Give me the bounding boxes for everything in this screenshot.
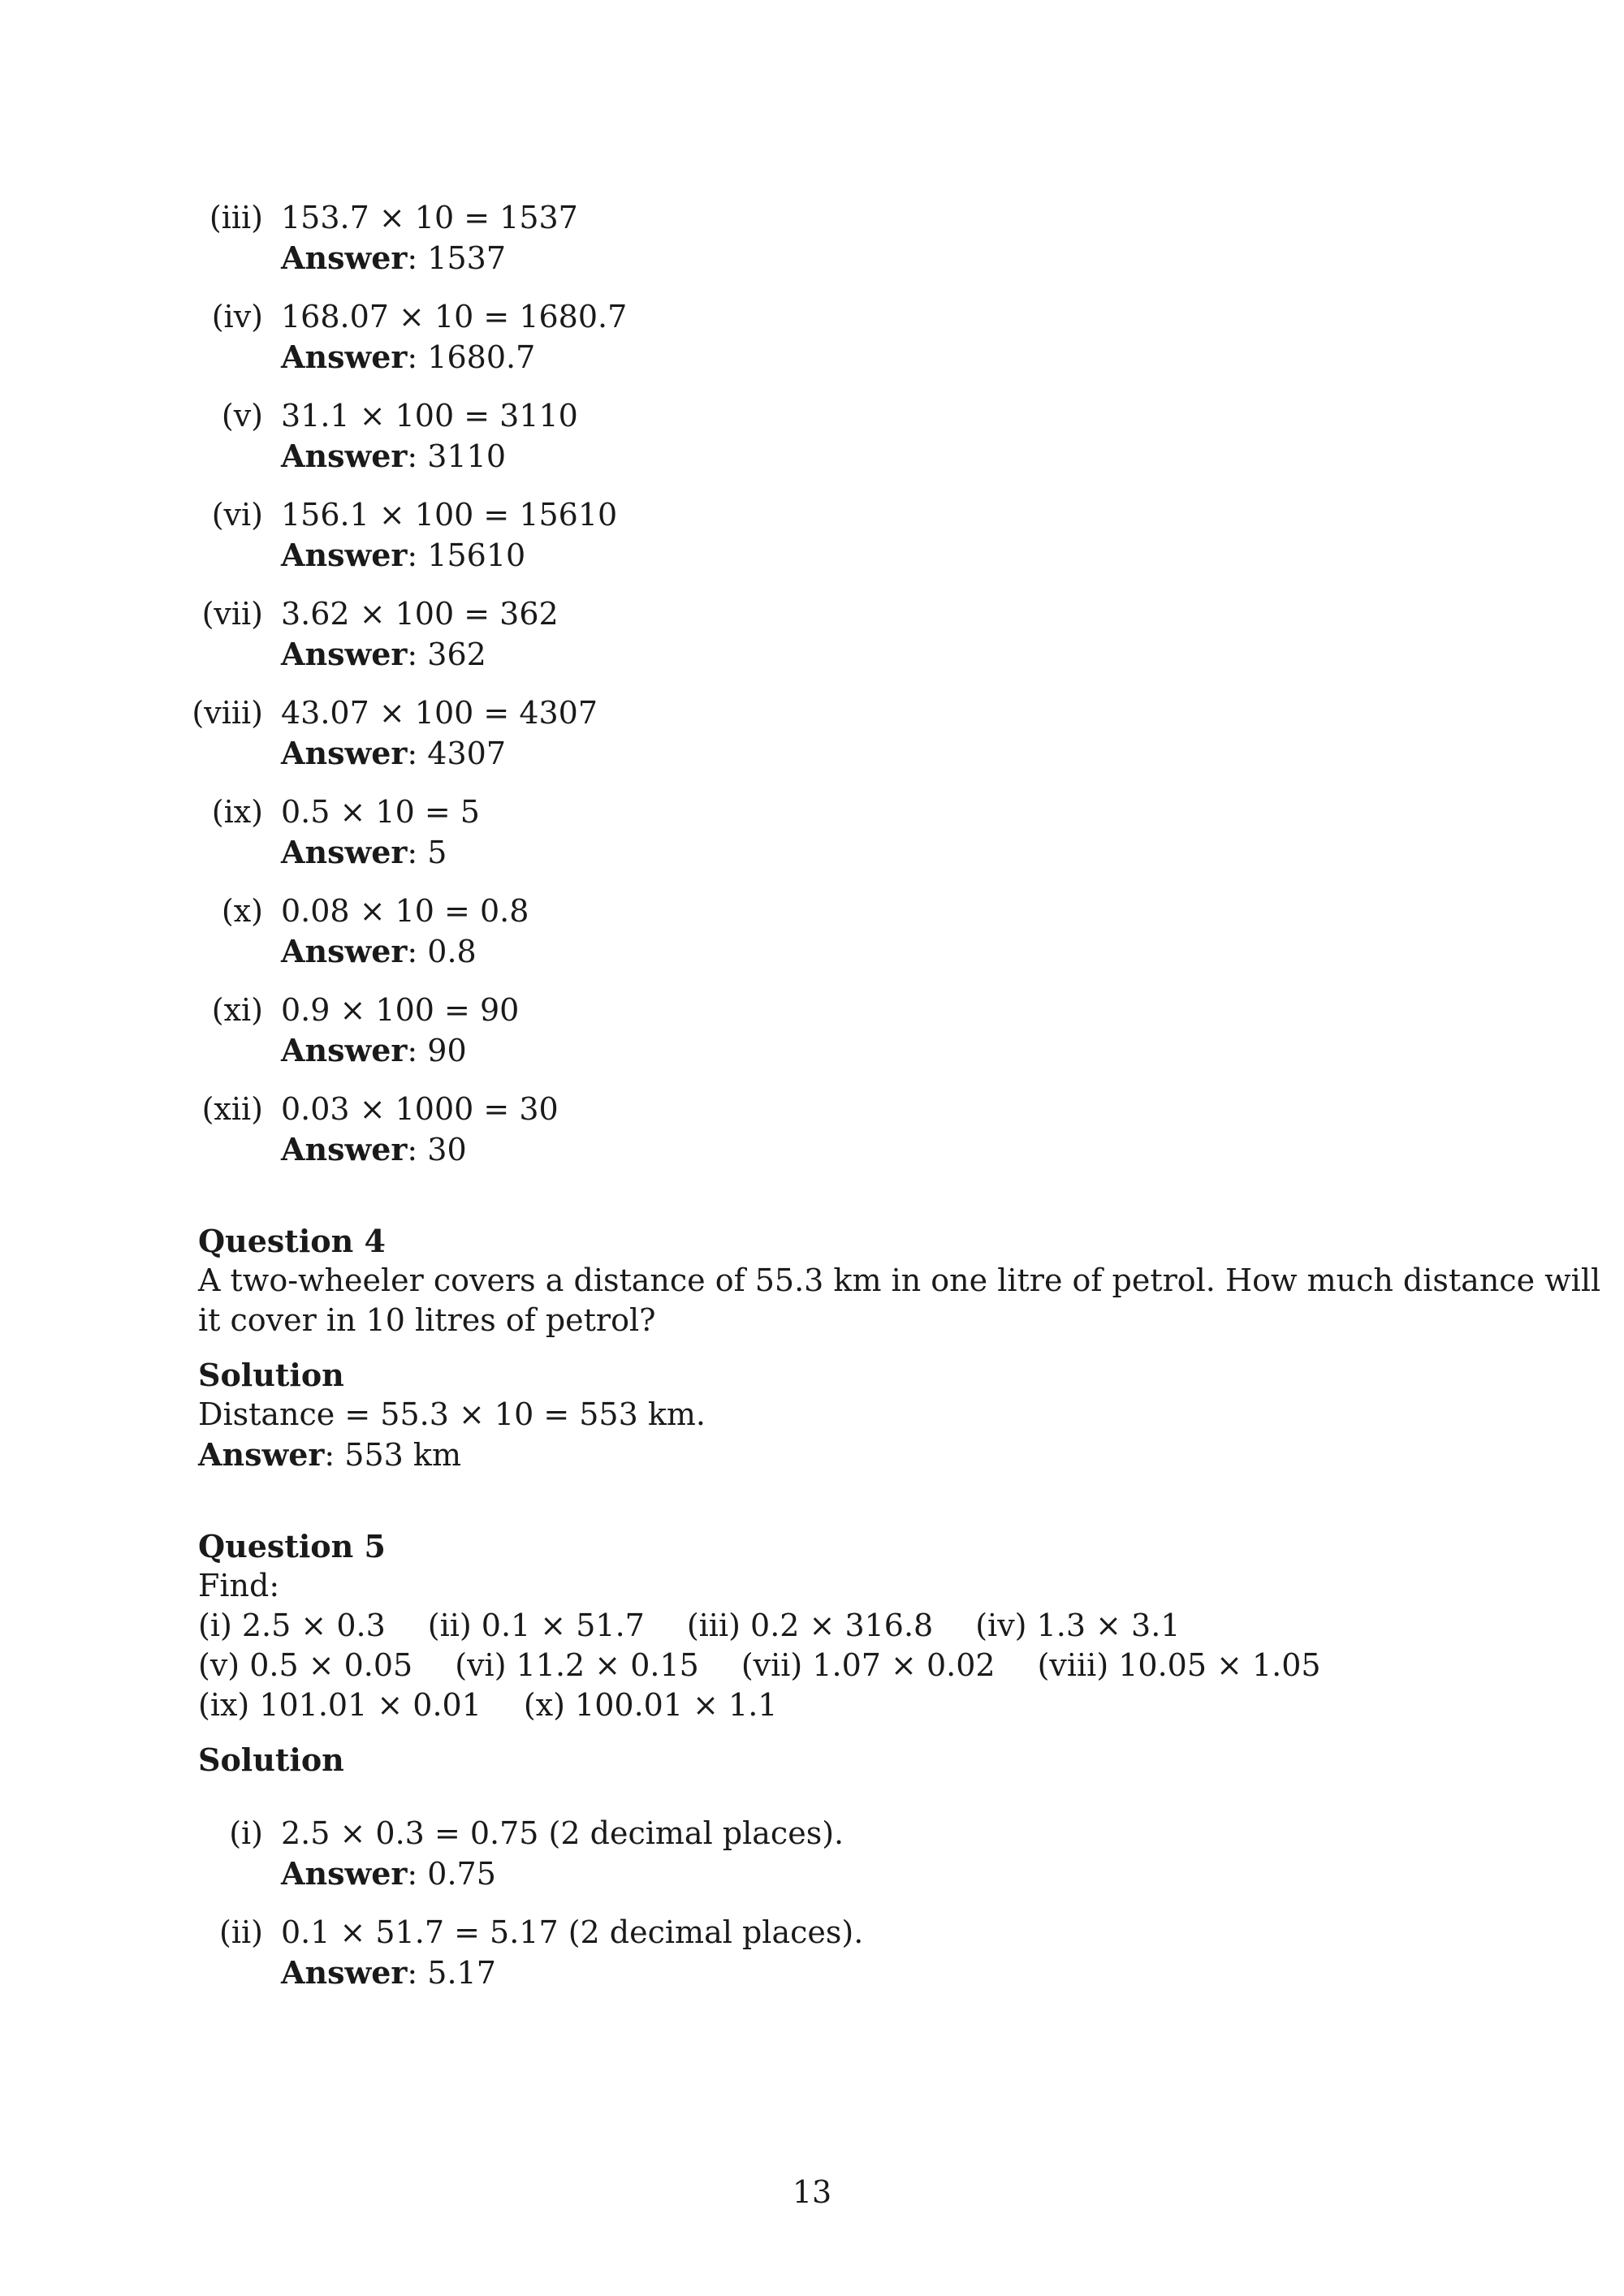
problem-item: (v) 0.5 × 0.05 [198, 1647, 413, 1683]
problem-item: (ix) 101.01 × 0.01 [198, 1687, 482, 1723]
item-equation: 2.5 × 0.3 = 0.75 (2 decimal places). [281, 1815, 844, 1851]
problem-item: (vii) 1.07 × 0.02 [741, 1647, 996, 1683]
item-answer [281, 1854, 1449, 1893]
item-answer [281, 238, 1449, 278]
question-4-solution-title: Solution [198, 1357, 344, 1393]
answer-label: Answer [198, 1436, 325, 1473]
item-answer [281, 1030, 1449, 1070]
answer-label: Answer [281, 933, 408, 969]
item-number: (v) [221, 398, 263, 434]
item-equation: 31.1 × 100 = 3110 [281, 398, 578, 434]
list-item [198, 297, 1449, 377]
item-number: (iii) [209, 200, 263, 235]
item-equation: 3.62 × 100 = 362 [281, 596, 559, 632]
item-equation: 43.07 × 100 = 4307 [281, 695, 598, 731]
item-number: (viii) [192, 695, 263, 731]
answer-value: : 5 [407, 835, 447, 870]
problem-item: (i) 2.5 × 0.3 [198, 1608, 386, 1643]
answer-label: Answer [281, 240, 408, 276]
page-content [192, 198, 1601, 1992]
problem-item: (iv) 1.3 × 3.1 [975, 1608, 1181, 1643]
problem-item: (ii) 0.1 × 51.7 [427, 1608, 645, 1643]
answer-value: : 1537 [407, 240, 507, 276]
item-equation: 0.5 × 10 = 5 [281, 794, 480, 830]
answer-label: Answer [281, 1032, 408, 1068]
list-item [192, 693, 1449, 773]
answer-value: : 4307 [407, 736, 507, 771]
question-5 [198, 1526, 1449, 1992]
question-4 [198, 1221, 1601, 1474]
question-5-row-2 [198, 1646, 1449, 1685]
list-item [198, 1090, 1449, 1169]
question-4-solution-line: Distance = 55.3 × 10 = 553 km. [198, 1396, 706, 1432]
problem-item: (iii) 0.2 × 316.8 [686, 1608, 934, 1643]
question-5-find: Find: [198, 1568, 280, 1603]
item-answer [281, 436, 1449, 476]
item-equation: 0.08 × 10 = 0.8 [281, 893, 529, 929]
item-equation: 156.1 × 100 = 15610 [281, 497, 618, 533]
problem-item: (x) 100.01 × 1.1 [523, 1687, 778, 1723]
list-item [198, 990, 1449, 1070]
list-item [198, 1814, 1449, 1893]
item-equation: 168.07 × 10 = 1680.7 [281, 299, 628, 334]
item-answer [281, 1129, 1449, 1169]
item-number: (xii) [201, 1091, 263, 1127]
item-number: (iv) [211, 299, 263, 334]
item-answer [281, 634, 1449, 674]
answer-value: : 0.8 [407, 934, 477, 969]
item-equation: 0.1 × 51.7 = 5.17 (2 decimal places). [281, 1914, 864, 1950]
answer-label: Answer [281, 636, 408, 672]
answer-value: : 1680.7 [407, 339, 536, 375]
answer-value: : 0.75 [407, 1856, 496, 1892]
question-5-row-1 [198, 1606, 1449, 1646]
answer-label: Answer [281, 1954, 408, 1991]
answer-label: Answer [281, 537, 408, 573]
answer-value: : 15610 [407, 537, 526, 573]
item-answer [281, 337, 1449, 377]
item-number: (x) [221, 893, 263, 929]
answer-value: : 5.17 [407, 1955, 496, 1991]
question-5-solution-title: Solution [198, 1741, 344, 1778]
item-number: (i) [229, 1815, 263, 1851]
item-equation: 153.7 × 10 = 1537 [281, 200, 578, 235]
answer-value: : 553 km [324, 1437, 461, 1473]
item-answer [281, 535, 1449, 575]
answer-label: Answer [281, 1131, 408, 1167]
question-4-answer [198, 1435, 1449, 1474]
q5-solution-list [198, 1814, 1449, 1992]
question-4-text-line-2: it cover in 10 litres of petrol? [198, 1302, 656, 1338]
item-answer [281, 1953, 1449, 1992]
list-item [198, 594, 1449, 674]
question-5-title: Question 5 [198, 1528, 386, 1564]
question-5-row-3 [198, 1685, 1449, 1725]
answer-value: : 30 [407, 1132, 467, 1167]
list-item [198, 198, 1449, 278]
answer-value: : 362 [407, 637, 486, 672]
q3-solution-list [192, 198, 1449, 1169]
answer-value: : 3110 [407, 438, 507, 474]
question-4-title: Question 4 [198, 1223, 386, 1259]
answer-label: Answer [281, 735, 408, 771]
answer-label: Answer [281, 438, 408, 474]
item-number: (vii) [201, 596, 263, 632]
item-answer [281, 733, 1449, 773]
answer-value: : 90 [407, 1033, 467, 1068]
item-number: (xi) [211, 992, 263, 1028]
problem-item: (viii) 10.05 × 1.05 [1037, 1647, 1321, 1683]
list-item [198, 891, 1449, 971]
item-equation: 0.9 × 100 = 90 [281, 992, 520, 1028]
question-4-text-line-1: A two-wheeler covers a distance of 55.3 km in one litre of petrol. How much distance will [198, 1262, 1601, 1298]
item-number: (vi) [211, 497, 263, 533]
item-number: (ix) [211, 794, 263, 830]
answer-label: Answer [281, 339, 408, 375]
page-number: 13 [792, 2174, 832, 2210]
list-item [198, 792, 1449, 872]
item-equation: 0.03 × 1000 = 30 [281, 1091, 559, 1127]
list-item [198, 1913, 1449, 1992]
answer-label: Answer [281, 1855, 408, 1892]
list-item [198, 396, 1449, 476]
item-answer [281, 832, 1449, 872]
item-number: (ii) [219, 1914, 263, 1950]
list-item [198, 495, 1449, 575]
item-answer [281, 931, 1449, 971]
problem-item: (vi) 11.2 × 0.15 [455, 1647, 699, 1683]
answer-label: Answer [281, 834, 408, 870]
